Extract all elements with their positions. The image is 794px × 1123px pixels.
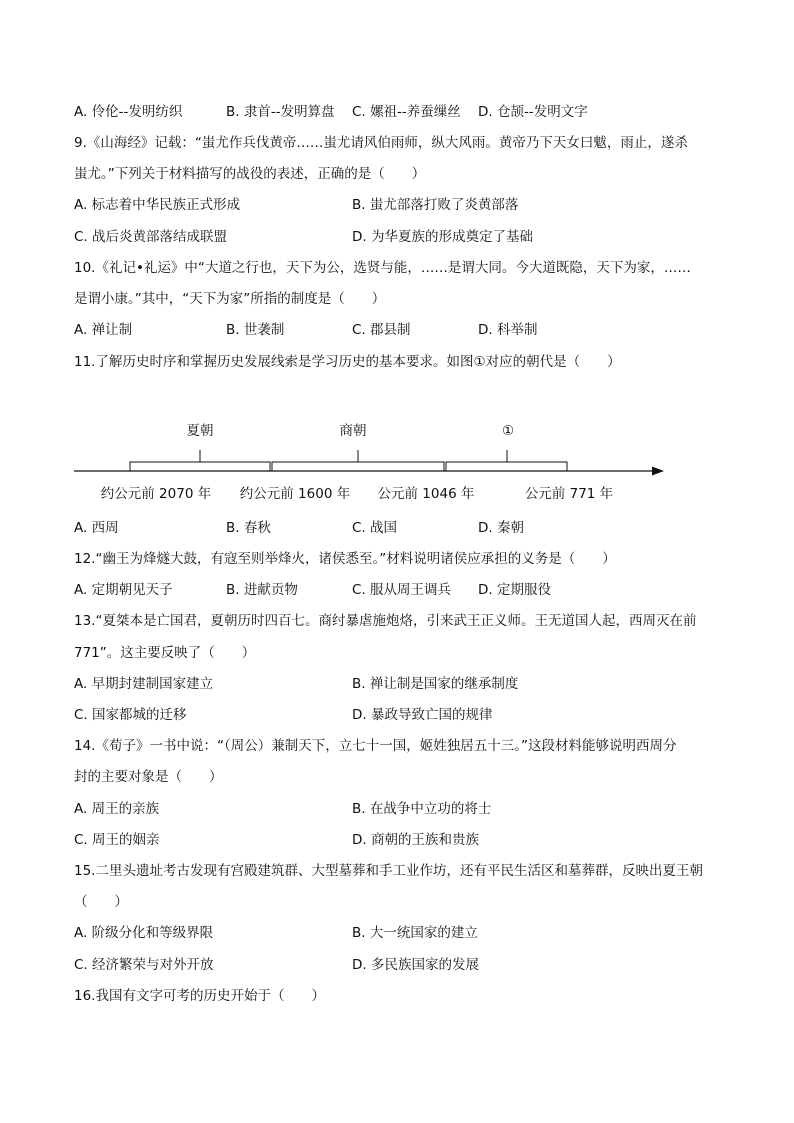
timeline-date-771bc: 公元前 771 年 <box>524 486 614 502</box>
q11-option-a: A. 西周 <box>74 520 119 536</box>
q10-stem-line2: 是谓小康。”其中，“天下为家”所指的制度是（ ） <box>74 291 386 307</box>
q8-option-c: C. 嫘祖--养蚕缫丝 <box>352 104 461 120</box>
q14-stem-line2: 封的主要对象是（ ） <box>74 769 223 785</box>
q14-stem-line1: 14.《荀子》一书中说：“（周公）兼制天下，立七十一国，姬姓独居五十三。”这段材料能够说明西周分 <box>74 738 677 754</box>
q13-option-c: C. 国家都城的迁移 <box>74 707 187 723</box>
q15-stem-line1: 15.二里头遗址考古发现有宫殿建筑群、大型墓葬和手工业作坊，还有平民生活区和墓葬群，反映出夏王朝 <box>74 863 703 879</box>
q9-option-c: C. 战后炎黄部落结成联盟 <box>74 229 228 245</box>
timeline-label-shang: 商朝 <box>339 423 367 439</box>
q10-stem-line1: 10.《礼记•礼运》中“大道之行也，天下为公，选贤与能，……是谓大同。今大道既隐，天下为家，…… <box>74 260 691 276</box>
timeline-date-1600bc: 约公元前 1600 年 <box>239 486 351 502</box>
q9-stem-line2: 蚩尤。”下列关于材料描写的战役的表述，正确的是（ ） <box>74 166 426 182</box>
q14-option-d: D. 商朝的王族和贵族 <box>352 832 479 848</box>
q15-option-a: A. 阶级分化和等级界限 <box>74 925 214 941</box>
q13-option-a: A. 早期封建制国家建立 <box>74 676 214 692</box>
q9-stem-line1: 9.《山海经》记载：“蚩尤作兵伐黄帝……蚩尤请风伯雨师，纵大风雨。黄帝乃下天女曰魃，雨止，遂杀 <box>74 135 688 151</box>
q10-option-a: A. 禅让制 <box>74 322 133 338</box>
q15-option-d: D. 多民族国家的发展 <box>352 957 479 973</box>
q14-option-b: B. 在战争中立功的将士 <box>352 801 492 817</box>
q9-option-a: A. 标志着中华民族正式形成 <box>74 197 241 213</box>
dynasty-timeline-figure <box>0 405 794 515</box>
shang-bracket <box>272 462 444 471</box>
q9-option-d: D. 为华夏族的形成奠定了基础 <box>352 229 533 245</box>
q10-option-b: B. 世袭制 <box>226 322 285 338</box>
q8-option-d: D. 仓颉--发明文字 <box>478 104 588 120</box>
q16-stem-line1: 16.我国有文字可考的历史开始于（ ） <box>74 988 325 1004</box>
q12-option-d: D. 定期服役 <box>478 582 551 598</box>
unknown-dynasty-bracket <box>446 462 567 471</box>
xia-bracket <box>130 462 270 471</box>
q12-option-a: A. 定期朝见天子 <box>74 582 173 598</box>
q10-option-d: D. 科举制 <box>478 322 538 338</box>
q11-stem-line1: 11.了解历史时序和掌握历史发展线索是学习历史的基本要求。如图①对应的朝代是（ ） <box>74 354 621 370</box>
q12-option-c: C. 服从周王调兵 <box>352 582 452 598</box>
q14-option-a: A. 周王的亲族 <box>74 801 160 817</box>
q12-option-b: B. 进献贡物 <box>226 582 298 598</box>
timeline-date-2070bc: 约公元前 2070 年 <box>100 486 212 502</box>
q8-option-b: B. 隶首--发明算盘 <box>226 104 335 120</box>
q14-option-c: C. 周王的姻亲 <box>74 832 160 848</box>
q13-option-b: B. 禅让制是国家的继承制度 <box>352 676 519 692</box>
q13-option-d: D. 暴政导致亡国的规律 <box>352 707 493 723</box>
q13-stem-line2: 771”。这主要反映了（ ） <box>74 645 256 661</box>
q15-stem-line2: （ ） <box>74 894 128 910</box>
q15-option-c: C. 经济繁荣与对外开放 <box>74 957 214 973</box>
q13-stem-line1: 13.“夏桀本是亡国君，夏朝历时四百七。商纣暴虐施炮烙，引来武王正义师。王无道国人起，西周灭在前 <box>74 613 697 629</box>
q11-option-b: B. 春秋 <box>226 520 271 536</box>
q9-option-b: B. 蚩尤部落打败了炎黄部落 <box>352 197 519 213</box>
timeline-arrow-icon <box>652 467 664 476</box>
timeline-label-circled-one: ① <box>501 423 515 439</box>
timeline-date-1046bc: 公元前 1046 年 <box>377 486 475 502</box>
timeline-label-xia: 夏朝 <box>186 423 214 439</box>
q11-option-c: C. 战国 <box>352 520 398 536</box>
q8-option-a: A. 伶伦--发明纺织 <box>74 104 183 120</box>
q15-option-b: B. 大一统国家的建立 <box>352 925 478 941</box>
q12-stem-line1: 12.“幽王为烽燧大鼓，有寇至则举烽火，诸侯悉至。”材料说明诸侯应承担的义务是（ ） <box>74 551 616 567</box>
q10-option-c: C. 郡县制 <box>352 322 411 338</box>
q11-option-d: D. 秦朝 <box>478 520 524 536</box>
